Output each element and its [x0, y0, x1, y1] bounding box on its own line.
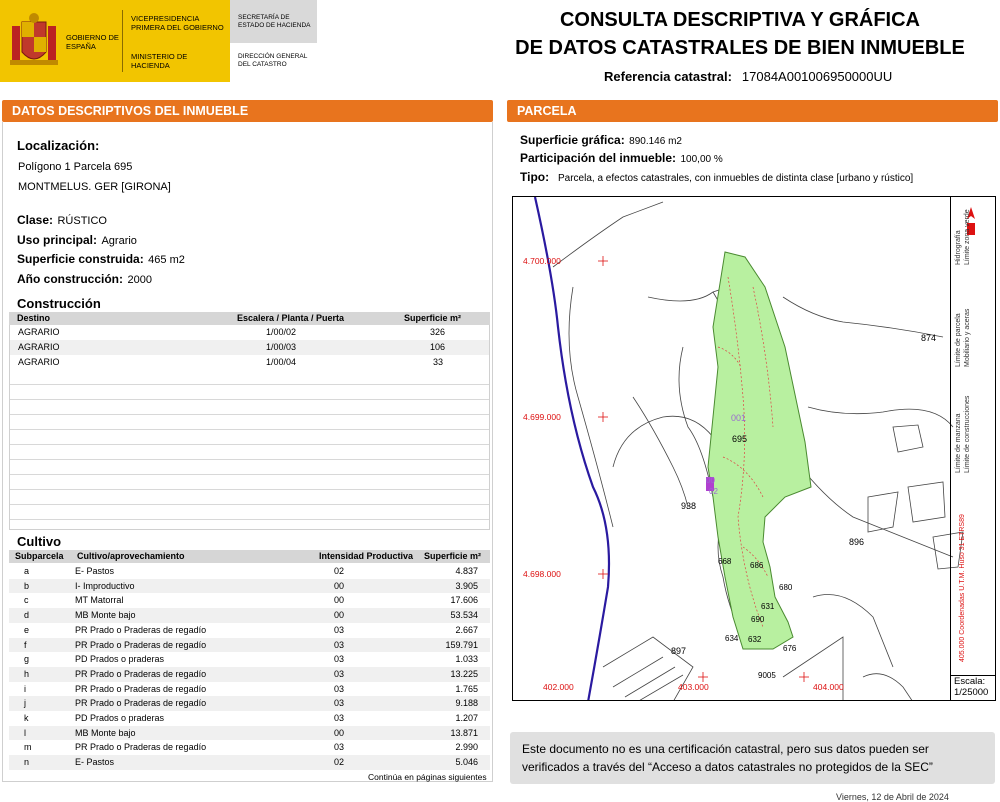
cell-cultivo: E- Pastos [75, 566, 115, 576]
cell-destino: AGRARIO [18, 357, 60, 367]
cell-superficie: 159.791 [445, 639, 478, 650]
cell-subparcela: f [24, 639, 27, 650]
cell-cultivo: PD Prados o praderas [75, 654, 165, 665]
table-row [9, 579, 490, 594]
legend-mobiliario: Mobiliario y aceras [964, 308, 971, 367]
cell-subparcela: d [24, 610, 30, 621]
cell-intensidad: 02 [334, 757, 345, 768]
empty-row [10, 385, 489, 400]
parcel-label: 02 [709, 487, 718, 496]
cell-planta: 1/00/02 [266, 327, 297, 337]
table-row [9, 726, 490, 741]
cell-superficie: 5.046 [455, 757, 478, 768]
cell-sup: 33 [433, 357, 444, 367]
cell-intensidad: 00 [334, 610, 345, 621]
cultivo-header [9, 550, 490, 563]
cell-subparcela: l [24, 727, 26, 738]
empty-row [10, 370, 489, 385]
table-row [9, 564, 490, 579]
cell-subparcela: i [24, 683, 26, 694]
parcel-label: 634 [725, 634, 739, 643]
legend-construcciones: Límite de construcciones [964, 395, 971, 473]
uso-label: Uso principal: [17, 233, 98, 247]
cell-superficie: 3.905 [455, 580, 478, 591]
cell-subparcela: j [24, 698, 26, 709]
table-row [9, 593, 490, 608]
cultivo-title: Cultivo [17, 534, 62, 549]
x-label-3: 404.000 [813, 682, 844, 692]
disclaimer-note: Este documento no es una certificación catastral, pero sus datos pueden ser verificados a través del “Acceso a datos catastrales no protegidos de la SEC” [510, 732, 995, 784]
cell-cultivo: PR Prado o Praderas de regadío [75, 683, 207, 694]
cell-superficie: 1.207 [455, 713, 478, 723]
parcel-label: 690 [751, 615, 765, 624]
secretariat-label: SECRETARÍA DE ESTADO DE HACIENDA [238, 14, 311, 29]
cell-superficie: 17.606 [450, 595, 478, 606]
cell-superficie: 2.990 [455, 742, 478, 753]
legend-parcela: Límite de parcela [955, 313, 962, 367]
parcel-label: 668 [718, 557, 732, 566]
directorate-label: DIRECCIÓN GENERAL DEL CATASTRO [238, 53, 308, 68]
legend-hidrografia: Hidrografía [955, 230, 962, 265]
loc-line-2: MONTMELUS. GER [GIRONA] [18, 181, 171, 193]
continues-note: Continúa en páginas siguientes [368, 772, 487, 782]
cell-superficie: 9.188 [455, 698, 478, 709]
participacion-value: 100,00 % [680, 154, 723, 165]
table-row [9, 755, 490, 770]
table-row [9, 623, 490, 638]
scale-box [950, 675, 996, 701]
empty-row [10, 460, 489, 475]
superficie-row [17, 250, 185, 268]
cell-subparcela: g [24, 654, 30, 665]
y-label-1: 4.700.000 [523, 256, 561, 266]
cell-superficie: 13.225 [450, 668, 478, 679]
ref-value: 17084A001006950000UU [741, 69, 893, 84]
tipo-row [520, 168, 913, 186]
parcel-label: 896 [849, 537, 865, 547]
clase-row [17, 211, 107, 229]
bar-bold: INMUEBLE [182, 104, 249, 118]
parcel-label: 001 [731, 413, 747, 423]
cell-intensidad: 03 [334, 683, 345, 694]
table-row [9, 608, 490, 623]
cell-sup: 326 [430, 327, 446, 337]
empty-row [10, 490, 489, 505]
x-label-1: 402.000 [543, 682, 574, 692]
cultivo-table-body [9, 564, 490, 772]
cell-destino: AGRARIO [18, 327, 60, 337]
map-canvas [513, 197, 996, 701]
empty-row [10, 505, 489, 520]
cadastral-map[interactable] [512, 196, 996, 701]
title-line-2: DE DATOS CATASTRALES DE BIEN INMUEBLE [515, 37, 965, 59]
col-destino: Destino [17, 313, 51, 323]
table-row [9, 696, 490, 711]
cell-intensidad: 03 [334, 713, 345, 723]
cell-intensidad: 02 [334, 566, 345, 576]
y-label-3: 4.698.000 [523, 569, 561, 579]
title-line-1: CONSULTA DESCRIPTIVA Y GRÁFICA [559, 9, 921, 31]
table-row [10, 325, 489, 340]
cell-cultivo: PR Prado o Praderas de regadío [75, 668, 207, 679]
parcela-bar: PARCELA [507, 100, 998, 122]
road-line [535, 197, 609, 701]
table-row [9, 667, 490, 682]
legend-zona-verde: Límite zona verde [964, 209, 971, 265]
table-row [10, 355, 489, 370]
cell-cultivo: MB Monte bajo [75, 727, 136, 738]
cell-cultivo: PD Prados o praderas [75, 713, 165, 723]
cell-intensidad: 03 [334, 742, 345, 753]
scale-label: Escala: [954, 676, 986, 687]
coords-note: 405.000 Coordenadas U.T.M. Huso 31 ETRS89 [959, 514, 966, 662]
parcel-label: 874 [921, 333, 937, 343]
loc-line-1: Polígono 1 Parcela 695 [18, 161, 133, 173]
parcel-label: 676 [783, 644, 797, 653]
table-row [9, 682, 490, 697]
uso-row [17, 231, 137, 249]
uso-value: Agrario [101, 235, 137, 247]
gov-label: GOBIERNO DE ESPAÑA [66, 33, 119, 51]
footer-date: Viernes, 12 de Abril de 2024 [836, 792, 949, 802]
y-label-2: 4.699.000 [523, 412, 561, 422]
table-row [9, 638, 490, 653]
cell-intensidad: 03 [334, 624, 345, 635]
cell-intensidad: 03 [334, 698, 345, 709]
parcel-label: 680 [779, 583, 793, 592]
sup-grafica-value: 890.146 m2 [629, 136, 682, 147]
cell-cultivo: I- Improductivo [75, 580, 135, 591]
cell-intensidad: 03 [334, 654, 345, 665]
cell-superficie: 53.534 [450, 610, 478, 621]
cell-superficie: 1.033 [455, 654, 478, 665]
cell-planta: 1/00/03 [266, 342, 297, 352]
anio-label: Año construcción: [17, 272, 124, 286]
sup-grafica-label: Superficie gráfica: [520, 133, 625, 147]
cell-cultivo: PR Prado o Praderas de regadío [75, 698, 207, 709]
construccion-table-body [9, 325, 490, 530]
cell-destino: AGRARIO [18, 342, 60, 352]
tipo-label: Tipo: [520, 170, 550, 184]
parcel-label: 938 [681, 501, 697, 511]
clase-label: Clase: [17, 213, 54, 227]
cell-subparcela: b [24, 580, 30, 591]
empty-row [10, 445, 489, 460]
col-cultivo: Cultivo/aprovechamiento [77, 551, 185, 561]
cell-intensidad: 00 [334, 580, 345, 591]
ref-label: Referencia catastral: [604, 69, 732, 84]
tipo-value: Parcela, a efectos catastrales, con inmuebles de distinta clase [urbano y rústico] [558, 173, 914, 184]
col-escalera: Escalera / Planta / Puerta [237, 313, 345, 323]
empty-row [10, 415, 489, 430]
legend-manzana: Límite de manzana [955, 413, 962, 473]
cell-superficie: 2.667 [455, 624, 478, 635]
cell-subparcela: n [24, 757, 30, 768]
cell-planta: 1/00/04 [266, 357, 297, 367]
document-title [490, 6, 990, 62]
cell-intensidad: 03 [334, 639, 345, 650]
cell-cultivo: MT Matorral [75, 595, 124, 606]
banner-divider [122, 10, 123, 72]
parcel-695-shape[interactable] [708, 252, 811, 649]
ministry-label: MINISTERIO DE HACIENDA [131, 52, 188, 70]
parcel-label: 686 [750, 561, 764, 570]
cell-superficie: 13.871 [450, 727, 478, 738]
cell-intensidad: 03 [334, 668, 345, 679]
cell-sup: 106 [430, 342, 446, 352]
cell-cultivo: PR Prado o Praderas de regadío [75, 639, 207, 650]
coat-of-arms-icon [8, 12, 60, 72]
superficie-value: 465 m2 [148, 254, 185, 266]
table-row [9, 740, 490, 755]
cell-subparcela: m [24, 742, 32, 753]
vice-label: VICEPRESIDENCIA PRIMERA DEL GOBIERNO [131, 14, 224, 32]
cell-cultivo: PR Prado o Praderas de regadío [75, 624, 207, 635]
cell-cultivo: MB Monte bajo [75, 610, 136, 621]
empty-row [10, 430, 489, 445]
participacion-row [520, 149, 723, 167]
table-row [9, 652, 490, 667]
anio-row [17, 270, 152, 288]
descriptive-data-bar [2, 100, 493, 122]
col-superficie: Superficie m² [404, 313, 462, 323]
x-label-2: 403.000 [678, 682, 709, 692]
participacion-label: Participación del inmueble: [520, 151, 677, 165]
cadastral-reference [604, 69, 892, 84]
parcel-label: 631 [761, 602, 775, 611]
construccion-header [9, 312, 490, 325]
cell-subparcela: e [24, 624, 30, 635]
table-row [9, 711, 490, 726]
cell-subparcela: k [24, 713, 29, 723]
col-intensidad: Intensidad Productiva [319, 551, 414, 561]
empty-row [10, 475, 489, 490]
construccion-title: Construcción [17, 296, 101, 311]
government-logo-block [0, 0, 317, 82]
cell-subparcela: h [24, 668, 30, 679]
cell-intensidad: 00 [334, 595, 345, 606]
cell-intensidad: 00 [334, 727, 345, 738]
cell-cultivo: PR Prado o Praderas de regadío [75, 742, 207, 753]
parcel-label: 9005 [758, 671, 776, 680]
cell-subparcela: c [24, 595, 29, 606]
cell-superficie: 1.765 [455, 683, 478, 694]
cell-subparcela: a [24, 566, 30, 576]
col-superficie: Superficie m² [424, 551, 482, 561]
anio-value: 2000 [127, 274, 152, 286]
col-subparcela: Subparcela [15, 551, 64, 561]
scale-value: 1/25000 [954, 687, 989, 698]
empty-row [10, 400, 489, 415]
sup-grafica-row [520, 131, 682, 149]
cell-cultivo: E- Pastos [75, 757, 115, 768]
table-row [10, 340, 489, 355]
parcel-label: 695 [732, 434, 748, 444]
superficie-label: Superficie construida: [17, 252, 144, 266]
parcel-label: 632 [748, 635, 762, 644]
clase-value: RÚSTICO [57, 215, 107, 227]
bar-prefix: DATOS DESCRIPTIVOS DEL [12, 104, 183, 118]
parcel-label: 00 [706, 476, 715, 485]
map-legend [950, 197, 996, 675]
localizacion-label: Localización: [17, 138, 100, 153]
cell-superficie: 4.837 [455, 566, 478, 576]
parcel-label: 897 [671, 646, 687, 656]
